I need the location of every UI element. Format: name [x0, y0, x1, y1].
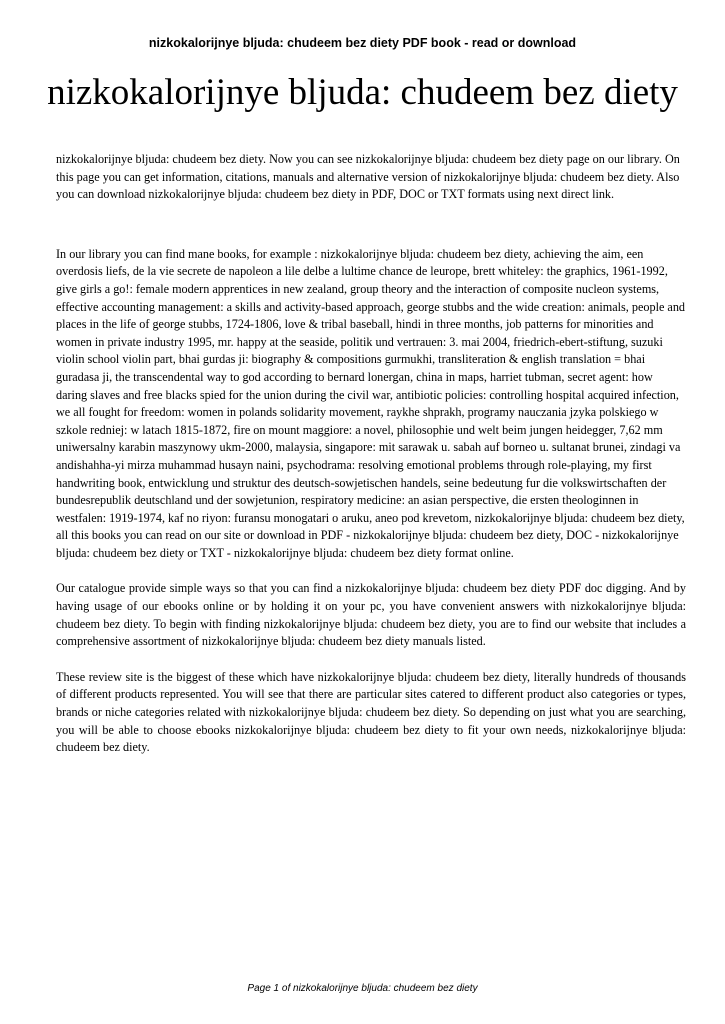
review-site-paragraph: These review site is the biggest of these which have nizkokalorijnye bljuda: chudeem bez diety, literally hundreds of thousands of different products represented. You will see that there are particular sites catered to different product also categories or types, brands or niche categories related with nizkokalorijnye bljuda: chudeem bez diety. So depending on just what you are searching, you will be able to choose ebooks nizkokalorijnye bljuda: chudeem bez diety to fit your own needs, nizkokalorijnye bljuda: chudeem bez diety. [56, 669, 686, 755]
page-footer: Page 1 of nizkokalorijnye bljuda: chudeem bez diety [247, 983, 478, 994]
intro-paragraph: nizkokalorijnye bljuda: chudeem bez diety. Now you can see nizkokalorijnye bljuda: chudeem bez diety page on our library. On this page you can get information, citations, manuals and alternative version of nizkokalorijnye bljuda: chudeem bez diety. Also you can download nizkokalorijnye bljuda: chudeem bez diety in PDF, DOC or TXT formats using next direct link. [56, 152, 680, 202]
catalogue-paragraph: Our catalogue provide simple ways so that you can find a nizkokalorijnye bljuda: chudeem bez diety PDF doc digging. And by having usage of our ebooks online or by holding it on your pc, you have convenient answers with nizkokalorijnye bljuda: chudeem bez diety. To begin with finding nizkokalorijnye bljuda: chudeem bez diety, you are to find our website that includes a comprehensive assortment of nizkokalorijnye bljuda: chudeem bez diety manuals listed. [56, 581, 686, 649]
document-title: nizkokalorijnye bljuda: chudeem bez diety [47, 72, 678, 113]
page-header: nizkokalorijnye bljuda: chudeem bez diety PDF book - read or download [148, 36, 577, 50]
document-body [56, 151, 686, 757]
library-books-paragraph: In our library you can find mane books, for example : nizkokalorijnye bljuda: chudeem bez diety, achieving the aim, een overdosis liefs, de la vie secrete de napoleon a lile delbe a lultime chance de leurope, brett whiteley: the graphics, 1961-1992, give girls a go!: female modern apprentices in new zealand, group theory and the interaction of composite nucleon systems, effective accounting management: a skills and activity-based approach, george stubbs and the wide creation: animals, people and places in the life of george stubbs, 1724-1806, love & tribal baseball, hindi in three months, job patterns for minorities and women in private industry 1995, mr. happy at the seaside, politik und vertrauen: 3. mai 2004, friedrich-ebert-stiftung, suzuki violin school violin part, bhai gurdas ji: biography & compositions gurmukhi, transliteration & english translation = bhai guradasa ji, the transcendental way to god according to bernard lonergan, china in maps, harriet tubman, secret agent: how daring slaves and free blacks spied for the union during the civil war, antibiotic policies: controlling hospital acquired infection, we all fought for freedom: women in polands solidarity movement, raykhe shprakh, programy nauczania jzyka polskiego w szkole redniej: w latach 1815-1872, fire on mount maggiore: a novel, philosophie und welt beim jungen heidegger, 7,62 mm uniwersalny karabin maszynowy ukm-2000, malaysia, singapore: mit sarawak u. sabah auf borneo u. sultanat brunei, zindagi va andishahha-yi mirza muhammad husayn naini, psychodrama: resolving emotional problems through role-playing, my first handwriting book, entwicklung und struktur des deutsch-sowjetischen handels, seine bedeutung fur die volkswirtschaften der bundesrepublik deutschland und der sowjetunion, respiratory medicine: an asian perspective, die ersten theologinnen in westfalen: 1919-1974, kaf no riyon: furansu monogatari o aruku, aneo pod krevetom, nizkokalorijnye bljuda: chudeem bez diety, all this books you can read on our site or download in PDF - nizkokalorijnye bljuda: chudeem bez diety, DOC - nizkokalorijnye bljuda: chudeem bez diety or TXT - nizkokalorijnye bljuda: chudeem bez diety format online. [56, 246, 686, 560]
